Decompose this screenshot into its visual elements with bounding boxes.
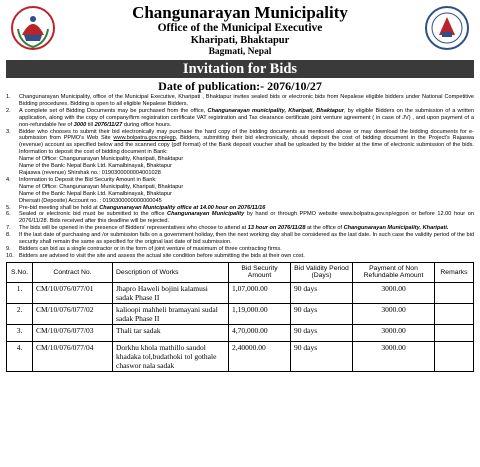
cell-security: 1,19,000.00 [229, 303, 291, 324]
cell-remarks [435, 341, 474, 371]
municipality-seal-icon [424, 5, 470, 51]
clause-text: The bids will be opened in the presence of Bidders' representatives who choose to attend at 13 hour on 2076/11/28 at the office of Changunarayan Municipality, Kharipati. [19, 225, 449, 232]
cell-contract: CM/10/076/077/04 [33, 341, 113, 371]
cell-contract: CM/10/076/077/03 [33, 324, 113, 341]
cell-description: Jhapro Haweli bojini kalamusi sadak Phase II [113, 282, 229, 303]
cell-remarks [435, 303, 474, 324]
office-place: Kharipati, Bhaktapur [190, 35, 290, 46]
clause-9 [6, 246, 474, 253]
table-row [7, 282, 474, 303]
bank-info-line: Dhersati (Deposite) Account no. : 0190300000000000045 [19, 197, 162, 204]
clause-list [6, 94, 474, 260]
bank-info-line: Name of the Bank: Nepal Bank Ltd. Kamalbinayak, Bhaktapur [19, 190, 172, 197]
clause-number: 6. [6, 211, 11, 218]
clause-number: 8. [6, 232, 11, 239]
clause-number: 9. [6, 245, 11, 252]
bank-info-revenue [6, 156, 474, 177]
cell-remarks [435, 282, 474, 303]
notice-header [6, 3, 474, 59]
clause-text: Bidders can bid as a single contractor or in the form of joint venture of maximum of three contracting firms. [19, 245, 282, 252]
col-sno: S.No. [7, 262, 33, 282]
cell-contract: CM/10/076/077/01 [33, 282, 113, 303]
org-name: Changunarayan Municipality [132, 3, 348, 22]
col-bid-security: Bid Security Amount [229, 262, 291, 282]
cell-validity: 90 days [291, 303, 353, 324]
table-row [7, 303, 474, 324]
office-region: Bagmati, Nepal [208, 47, 272, 57]
ppmo-link[interactable]: www.bolpatra.gov.np/egp [113, 135, 176, 142]
clause-4 [6, 177, 474, 184]
clause-text: A complete set of Bidding Documents may be purchased from the office, Changunarayan municipality, Kharipati, Bhaktapur, by eligible Bidders on the submission of a written application, along with the copy of company/firm registration certificate VAT registration and Tax clearance certificate joint venture agreement ( in case of JV) , and upon payment of a non-refundable fee of 3000 till 2076/11/27 during office hours. [19, 107, 474, 128]
cell-payment: 3000.00 [353, 324, 435, 341]
clause-number: 1. [6, 94, 11, 100]
table-row [7, 324, 474, 341]
clause-number: 5. [6, 204, 11, 211]
cell-remarks [435, 324, 474, 341]
cell-validity: 90 days [291, 324, 353, 341]
clause-text: Changunarayan Municipality, office of the Municipal Executive, Kharipati , Bhaktapur invites sealed bids or electronic bids from Nepalese eligible bidders under National Competitive Bidding procedures. Bidding is open to all eligible Nepalese Bidders. [19, 94, 474, 107]
clause-number: 2. [6, 107, 11, 114]
bank-info-deposit [6, 184, 474, 205]
clause-number: 3. [6, 128, 11, 135]
header-text [6, 3, 474, 58]
cell-sno: 1. [7, 282, 33, 303]
cell-security: 2,40000.00 [229, 341, 291, 371]
cell-security: 4,70,000.00 [229, 324, 291, 341]
clause-number: 4. [6, 176, 11, 183]
clause-1 [6, 94, 474, 108]
clause-8 [6, 232, 474, 246]
table-header-row [7, 262, 474, 282]
clause-text: Sealed or electronic bid must be submitted to the office Changunarayan Municipality by hand or through PPMO website www.bolpatra.gov.np/egpon or before 12.00 hour on 2076/11/28. Bids received after this deadline will be rejected. [19, 211, 474, 225]
office-name: Office of the Municipal Executive [157, 22, 323, 34]
cell-security: 1,07,000.00 [229, 282, 291, 303]
bids-table [6, 262, 474, 372]
clause-7 [6, 225, 474, 232]
bank-info-line: Name of Office: Changunarayan Municipality, Kharipati, Bhaktapur [19, 156, 184, 163]
col-validity: Bid Validity Period (Days) [291, 262, 353, 282]
clause-text: Bidders are advised to visit the site and assess the actual site condition before submitting the bids at their own cost. [19, 252, 305, 259]
clause-3 [6, 129, 474, 157]
clause-number: 7. [6, 225, 11, 232]
cell-sno: 3. [7, 324, 33, 341]
clause-text: If the last date of purchasing and /or submission falls on a government holiday, then the next working day shall be considered as the last date. In such case the validity period of the bid security shall remain the same as specified for the original last date of bid submission. [19, 232, 474, 246]
bank-info-line: Name of the Bank: Nepal Bank Ltd. Kamalbinayak, Bhaktapur [19, 163, 172, 170]
bank-info-line: Rajaswa (revenue) Shirshak no.: 0190300000004001028 [19, 169, 161, 176]
clause-6 [6, 211, 474, 225]
col-remarks: Remarks [435, 262, 474, 282]
col-description: Description of Works [113, 262, 229, 282]
cell-payment: 3000.00 [353, 341, 435, 371]
clause-text: Bidder who chooses to submit their bid electronically may purchase the hard copy of the bidding documents as mentioned above or may download the bidding documents for e-submission from PPMO's Web Site www.bolpatra.gov.np/egp, Bidders, submitting their bid electronically, should deposit the cost of bidding document in the Project's Rajaswa (revenue) account as specified below and the scanned copy (pdf format) of the Bank deposit voucher shall be uploaded by the bidder at the time of electronic submission of the bids. Information to deposit the cost of bidding document in Bank: [19, 128, 474, 156]
clause-number: 10. [6, 252, 14, 259]
cell-sno: 2. [7, 303, 33, 324]
cell-description: Thali tar sadak [113, 324, 229, 341]
clause-10 [6, 253, 474, 260]
publication-date: Date of publication:- 2076/10/27 [158, 79, 322, 93]
cell-validity: 90 days [291, 282, 353, 303]
cell-sno: 4. [7, 341, 33, 371]
bank-info-line: Name of Office: Changunarayan Municipality, Kharipati, Bhaktapur [19, 183, 184, 190]
nepal-emblem-icon [10, 5, 56, 51]
clause-text: Pre-bid meeting shall be hold at Changunarayan Municipality office at 14.00 hour on 2076/11/16 [19, 204, 266, 211]
clause-text: Information to Deposit the Bid Security Amount in Bank: [19, 176, 157, 183]
cell-payment: 3000.00 [353, 303, 435, 324]
col-payment: Payment of Non Refundable Amount [353, 262, 435, 282]
clause-2 [6, 108, 474, 129]
col-contract: Contract No. [33, 262, 113, 282]
cell-description: kalioopi mahheli bramayani sudal sadak Phase II [113, 303, 229, 324]
cell-contract: CM/10/076/077/02 [33, 303, 113, 324]
cell-validity: 90 days [291, 341, 353, 371]
table-row [7, 341, 474, 371]
notice-title: Invitation for Bids [6, 60, 474, 78]
cell-description: Dorkhu khola mathillo saudol khadaka tol,budathoki tol gothale chaswor nala sadak [113, 341, 229, 371]
clause-5 [6, 205, 474, 212]
cell-payment: 3000.00 [353, 282, 435, 303]
